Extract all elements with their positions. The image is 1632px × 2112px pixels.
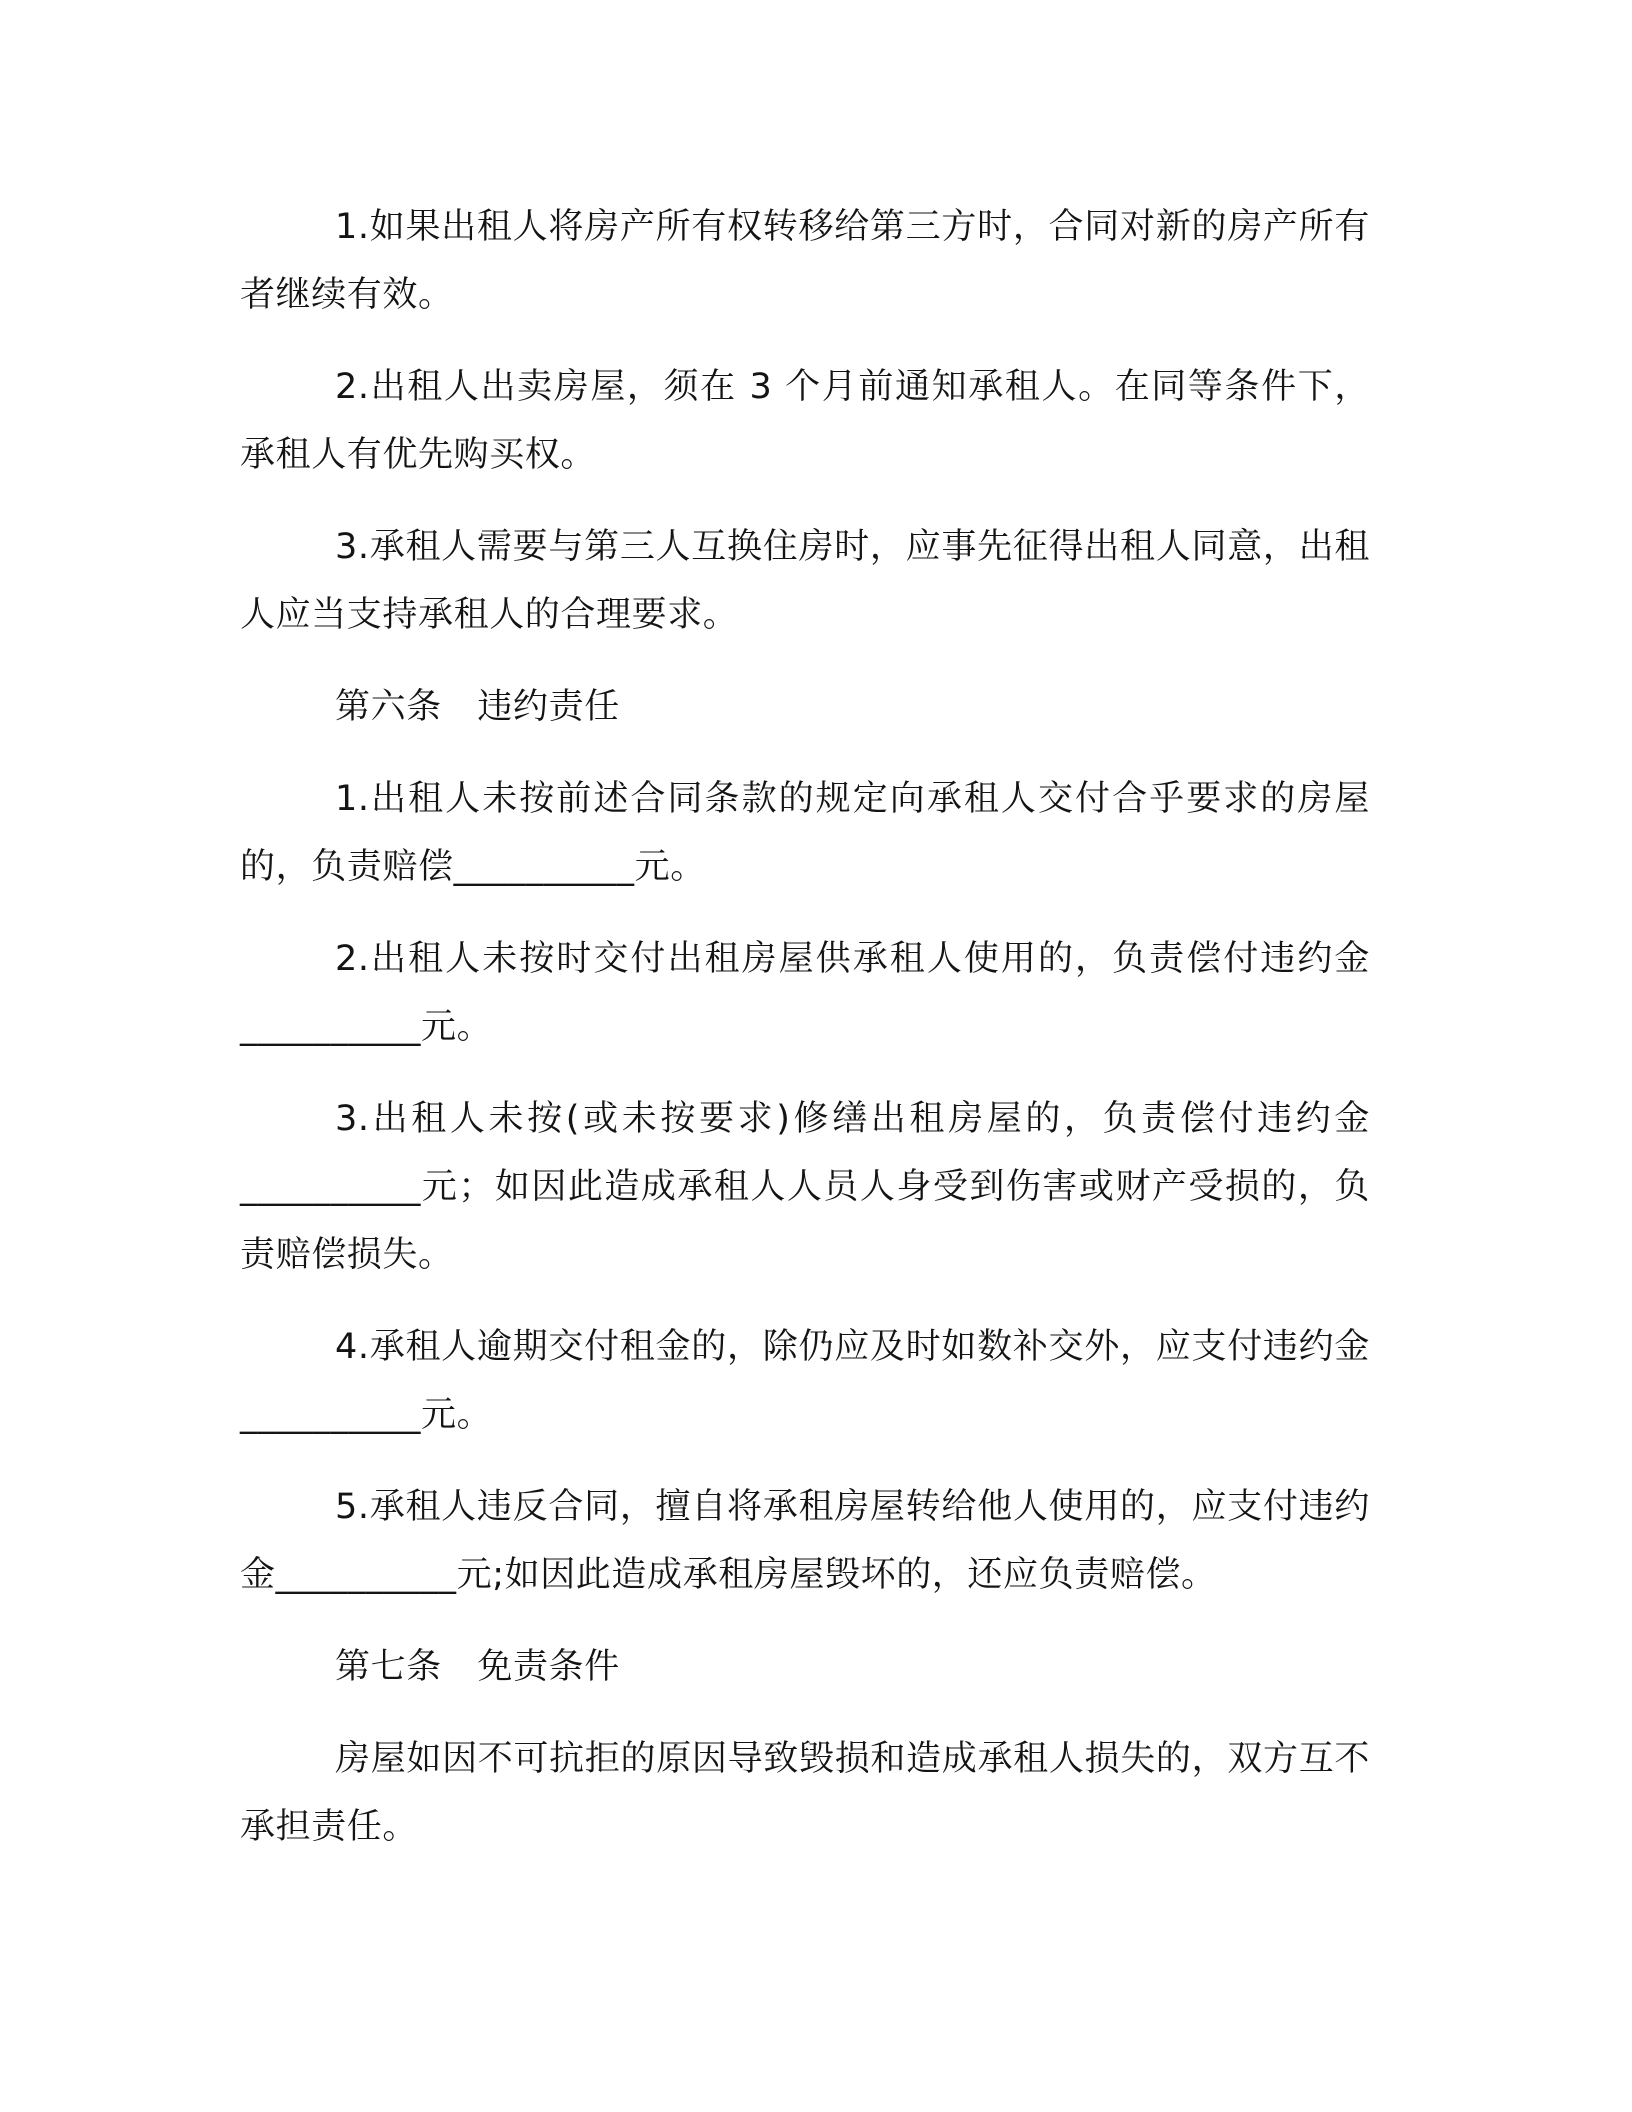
clause-6-4: 4.承租人逾期交付租金的，除仍应及时如数补交外，应支付违约金__________元。 <box>240 1327 1370 1435</box>
clause-5-1: 1.如果出租人将房产所有权转移给第三方时，合同对新的房产所有者继续有效。 <box>240 207 1370 315</box>
document-page <box>240 193 1370 1885</box>
clause-6-2: 2.出租人未按时交付出租房屋供承租人使用的，负责偿付违约金__________元。 <box>240 939 1370 1047</box>
clause-6-5: 5.承租人违反合同，擅自将承租房屋转给他人使用的，应支付违约金__________元;如因此造成承租房屋毁坏的，还应负责赔偿。 <box>240 1487 1370 1595</box>
article-6-heading: 第六条 违约责任 <box>335 687 620 727</box>
clause-5-3: 3.承租人需要与第三人互换住房时，应事先征得出租人同意，出租人应当支持承租人的合理要求。 <box>240 527 1370 635</box>
clause-6-1: 1.出租人未按前述合同条款的规定向承租人交付合乎要求的房屋的，负责赔偿__________元。 <box>240 779 1370 887</box>
clause-5-2: 2.出租人出卖房屋，须在 3 个月前通知承租人。在同等条件下，承租人有优先购买权。 <box>240 367 1370 475</box>
article-7-heading: 第七条 免责条件 <box>335 1647 620 1687</box>
article-7-body: 房屋如因不可抗拒的原因导致毁损和造成承租人损失的，双方互不承担责任。 <box>240 1739 1370 1847</box>
clause-6-3: 3.出租人未按(或未按要求)修缮出租房屋的，负责偿付违约金__________元；如因此造成承租人人员人身受到伤害或财产受损的，负责赔偿损失。 <box>240 1099 1370 1275</box>
